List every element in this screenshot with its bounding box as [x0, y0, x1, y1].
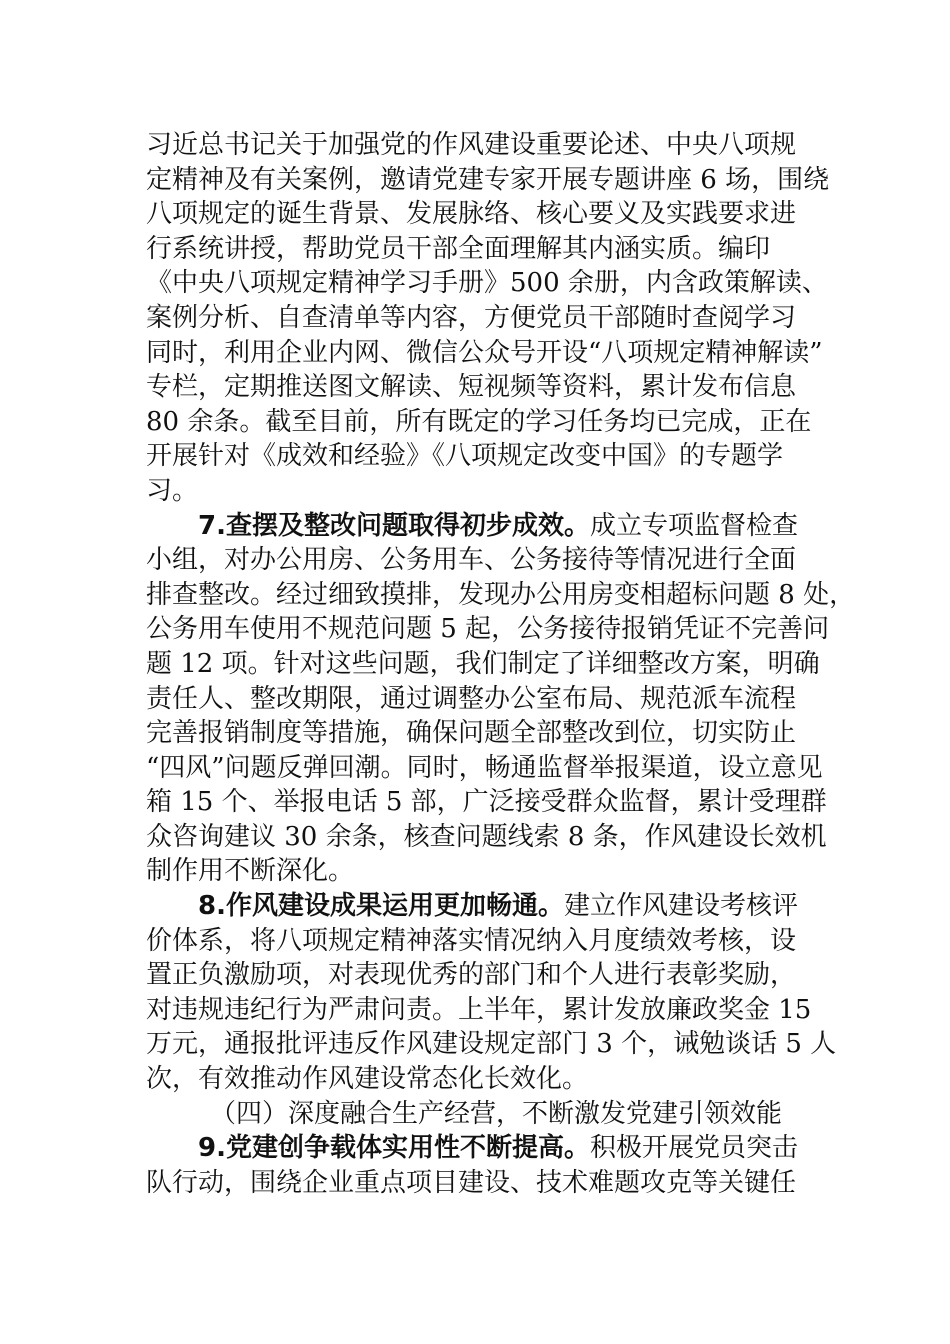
text-line: 习近总书记关于加强党的作风建设重要论述、中央八项规 — [146, 130, 797, 160]
text-run: 建立作风建设考核评 — [563, 891, 798, 922]
paragraph-first-line — [146, 1131, 812, 1166]
text-line: 习。 — [146, 475, 199, 506]
text-run: 成立专项监督检查 — [589, 510, 798, 541]
text-line: 开展针对《成效和经验》《八项规定改变中国》的专题学 — [146, 441, 784, 472]
text-line: 次，有效推动作风建设常态化长效化。 — [146, 1064, 589, 1095]
text-line: 八项规定的诞生背景、发展脉络、核心要义及实践要求进 — [146, 199, 797, 230]
text-line: 对违规违纪行为严肃问责。上半年，累计发放廉政奖金 15 — [146, 994, 812, 1025]
paragraph-first-line — [146, 889, 812, 924]
section-heading — [146, 1097, 812, 1132]
text-line: 小组，对办公用房、公务用车、公务接待等情况进行全面 — [146, 545, 797, 576]
text-run: 积极开展党员突击 — [589, 1133, 798, 1164]
text-line: “四风”问题反弹回潮。同时，畅通监督举报渠道，设立意见 — [146, 752, 823, 783]
paragraph-carriers — [146, 1131, 812, 1200]
paragraph-results — [146, 889, 837, 1097]
text-line: 制作用不断深化。 — [146, 856, 355, 887]
paragraph-heading: 7.查摆及整改问题取得初步成效。 — [198, 510, 590, 541]
text-line: 箱 15 个、举报电话 5 部，广泛接受群众监督，累计受理群 — [146, 787, 827, 818]
text-line: 80 余条。截至目前，所有既定的学习任务均已完成，正在 — [146, 406, 812, 437]
text-line: 定精神及有关案例，邀请党建专家开展专题讲座 6 场，围绕 — [146, 164, 830, 195]
document-body — [146, 128, 856, 1200]
paragraph-heading: 9.党建创争载体实用性不断提高。 — [198, 1133, 590, 1164]
paragraph-first-line — [146, 509, 812, 544]
section-title: （四）深度融合生产经营，不断激发党建引领效能 — [210, 1098, 783, 1129]
text-line: 万元，通报批评违反作风建设规定部门 3 个，诫勉谈话 5 人 — [146, 1029, 837, 1060]
text-line: 行系统讲授，帮助党员干部全面理解其内涵实质。编印 — [146, 233, 771, 264]
paragraph-rectification — [146, 509, 856, 890]
text-line: 《中央八项规定精神学习手册》500 余册，内含政策解读、 — [146, 268, 828, 299]
paragraph-study — [146, 128, 830, 509]
text-line: 众咨询建议 30 余条，核查问题线索 8 条，作风建设长效机 — [146, 821, 827, 852]
text-line: 案例分析、自查清单等内容，方便党员干部随时查阅学习 — [146, 302, 797, 333]
text-line: 完善报销制度等措施，确保问题全部整改到位，切实防止 — [146, 718, 797, 749]
text-line: 专栏，定期推送图文解读、短视频等资料，累计发布信息 — [146, 372, 797, 403]
text-line: 题 12 项。针对这些问题，我们制定了详细整改方案，明确 — [146, 648, 820, 679]
text-line: 公务用车使用不规范问题 5 起，公务接待报销凭证不完善问 — [146, 614, 830, 645]
text-line: 置正负激励项，对表现优秀的部门和个人进行表彰奖励， — [146, 960, 797, 991]
paragraph-heading: 8.作风建设成果运用更加畅通。 — [198, 891, 564, 922]
text-line: 价体系，将八项规定精神落实情况纳入月度绩效考核，设 — [146, 925, 797, 956]
text-line: 同时，利用企业内网、微信公众号开设“八项规定精神解读” — [146, 337, 823, 368]
text-line: 责任人、整改期限，通过调整办公室布局、规范派车流程 — [146, 683, 797, 714]
text-line: 队行动，围绕企业重点项目建设、技术难题攻克等关键任 — [146, 1167, 797, 1198]
text-line: 排查整改。经过细致摸排，发现办公用房变相超标问题 8 处， — [146, 579, 856, 610]
